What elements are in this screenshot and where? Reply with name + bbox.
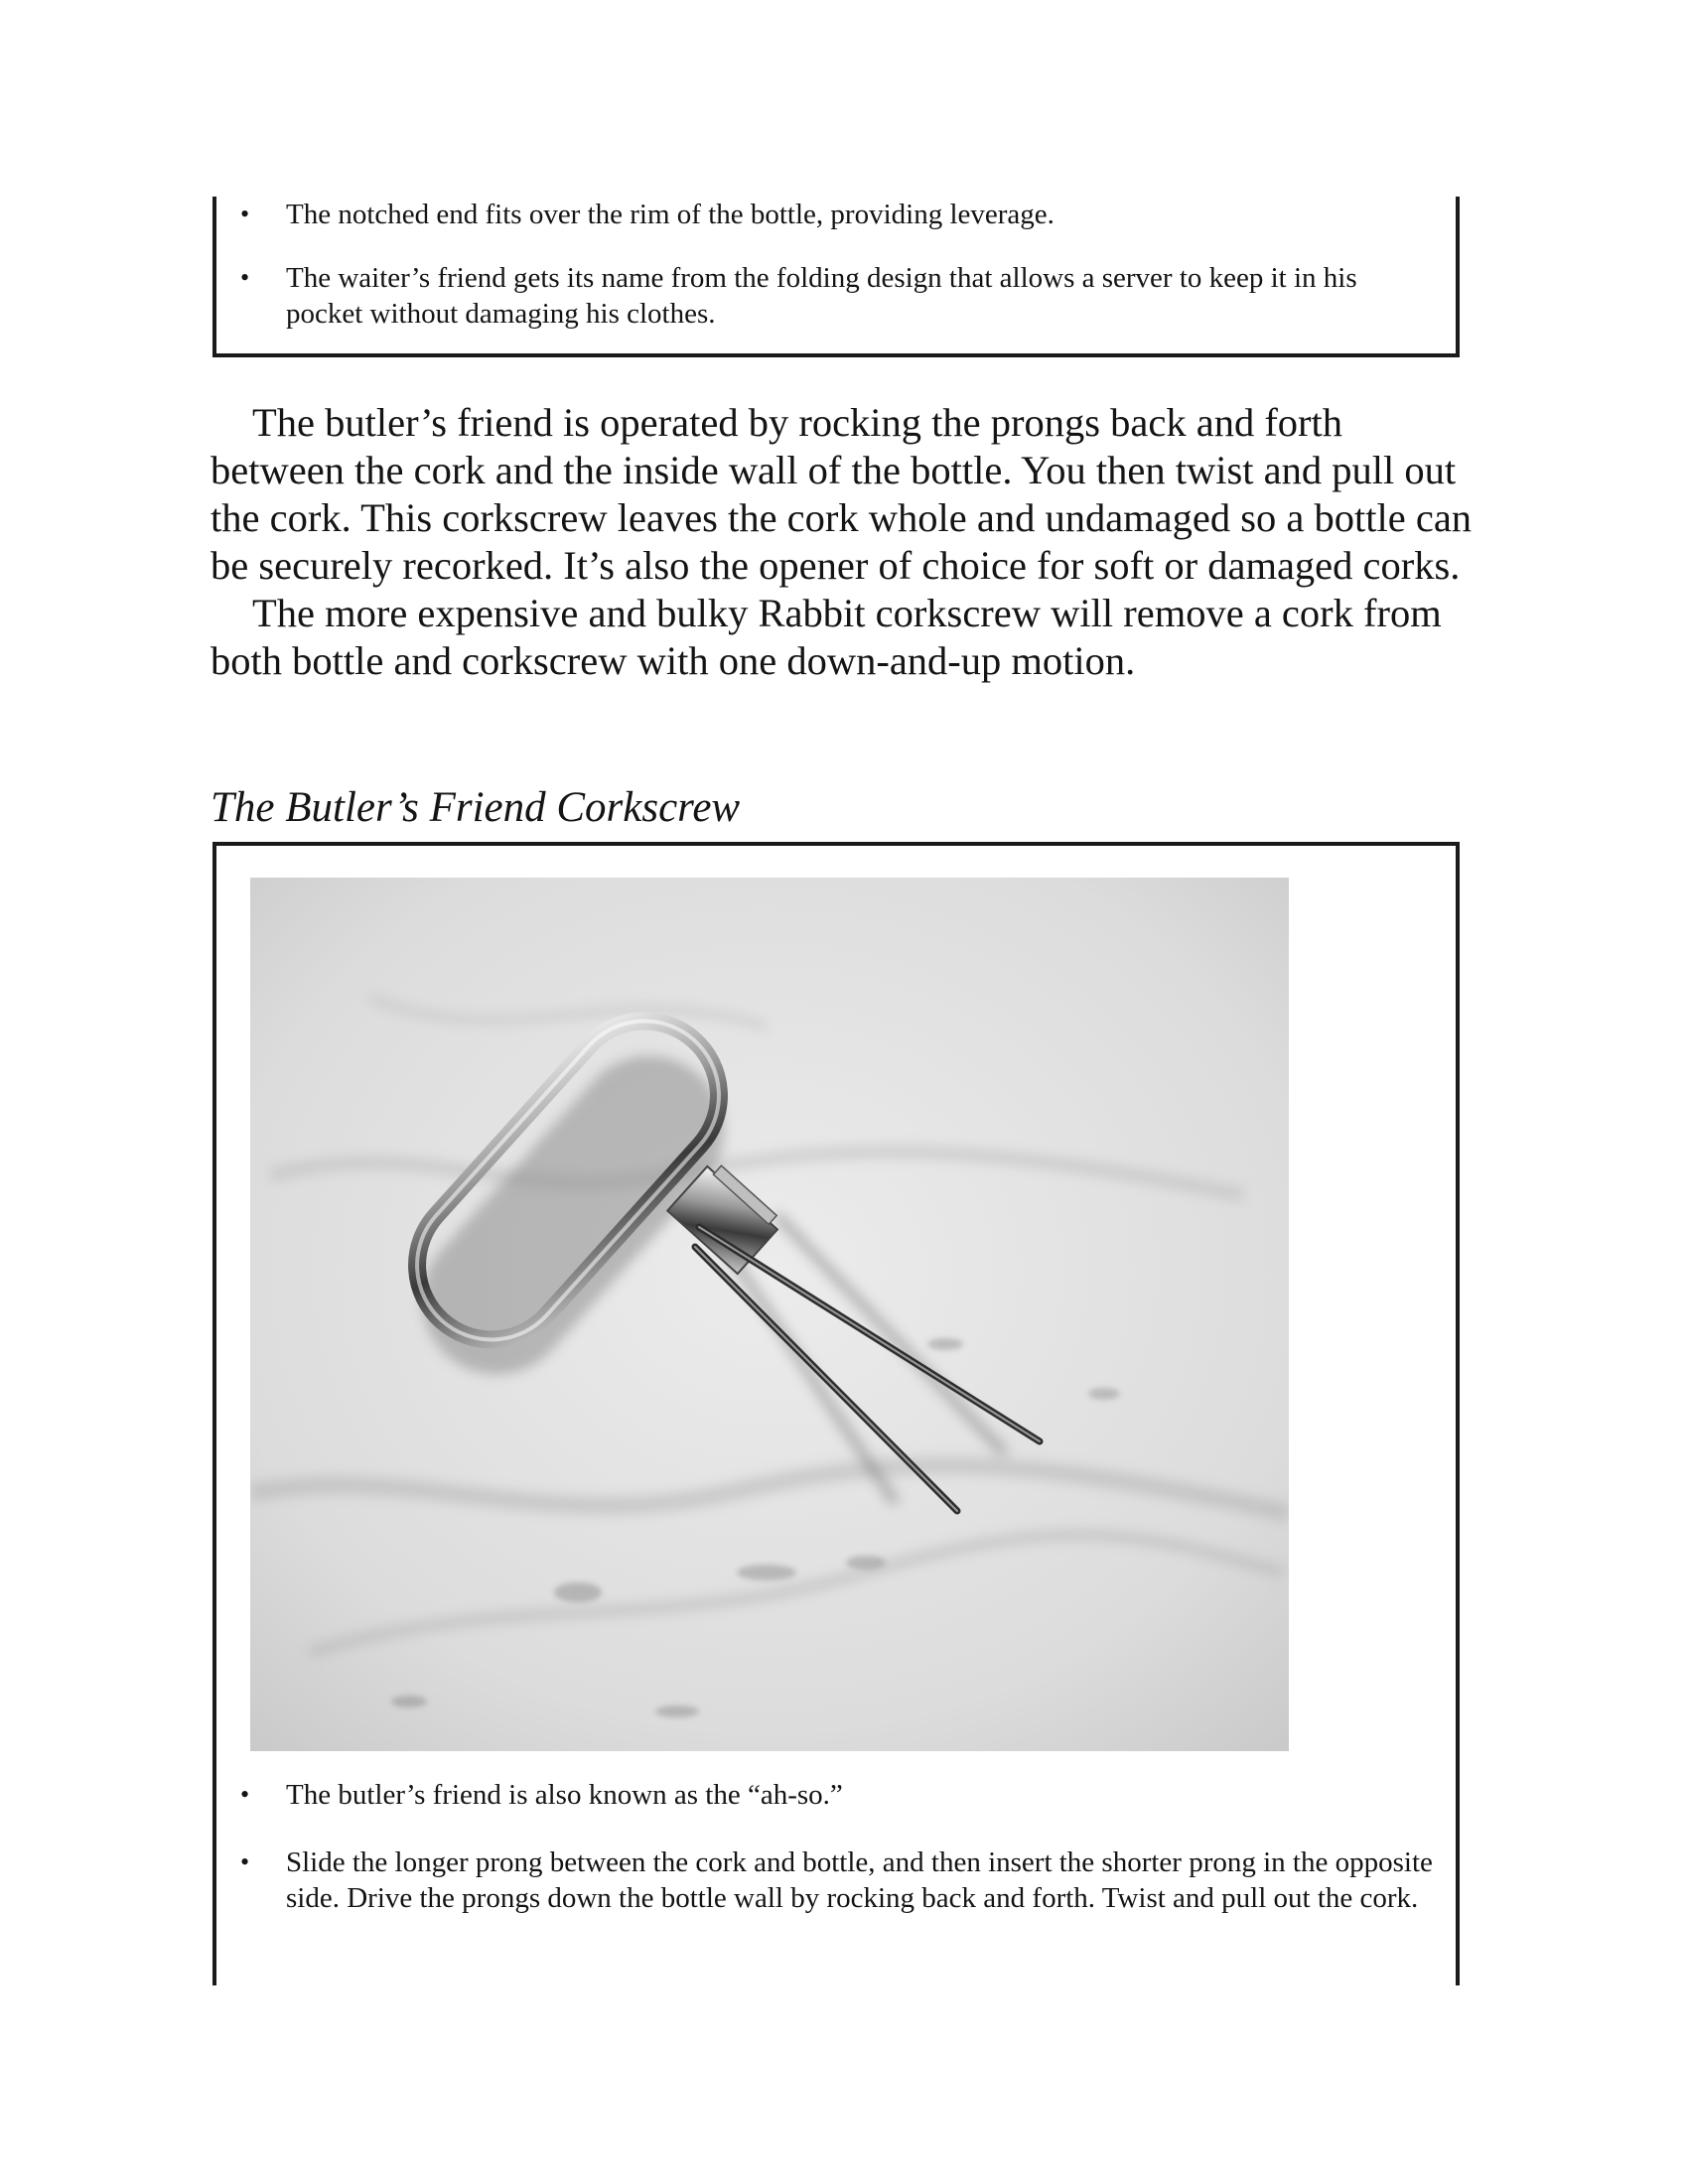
tip-text: The butler’s friend is also known as the “ah-so.” bbox=[286, 1779, 843, 1811]
figure-tip-list bbox=[216, 1777, 1438, 1916]
bullet-icon: • bbox=[240, 1847, 250, 1876]
tip-list-item bbox=[216, 197, 1438, 232]
tip-list-item bbox=[216, 260, 1438, 332]
bullet-icon: • bbox=[240, 200, 250, 228]
body-paragraph: The more expensive and bulky Rabbit corkscrew will remove a cork from both bottle and corkscrew with one down-and-up motion. bbox=[211, 591, 1442, 683]
section-heading: The Butler’s Friend Corkscrew bbox=[211, 784, 741, 831]
tip-text: Slide the longer prong between the cork and bottle, and then insert the shorter prong in the opposite side. Drive the prongs down the bottle wall by rocking back and forth. Twist and pull out the cork. bbox=[286, 1846, 1433, 1914]
body-paragraph: The butler’s friend is operated by rocking the prongs back and forth between the cork and the inside wall of the bottle. You then twist and pull out the cork. This corkscrew leaves the cork whole and undamaged so a bottle can be securely recorked. It’s also the opener of choice for soft or damaged corks. bbox=[211, 400, 1473, 588]
body-text bbox=[211, 399, 1481, 685]
tip-text: The waiter’s friend gets its name from the folding design that allows a server to keep it in his pocket without damaging his clothes. bbox=[286, 262, 1357, 330]
figure-box bbox=[212, 842, 1460, 1985]
tip-text: The notched end fits over the rim of the bottle, providing leverage. bbox=[286, 199, 1055, 230]
tip-list-item bbox=[216, 1844, 1438, 1916]
bullet-icon: • bbox=[240, 263, 250, 292]
tip-list-item bbox=[216, 1777, 1438, 1813]
tip-box-continued bbox=[212, 197, 1460, 357]
tip-list bbox=[216, 197, 1438, 332]
corkscrew-photo bbox=[250, 878, 1289, 1751]
bullet-icon: • bbox=[240, 1780, 250, 1809]
